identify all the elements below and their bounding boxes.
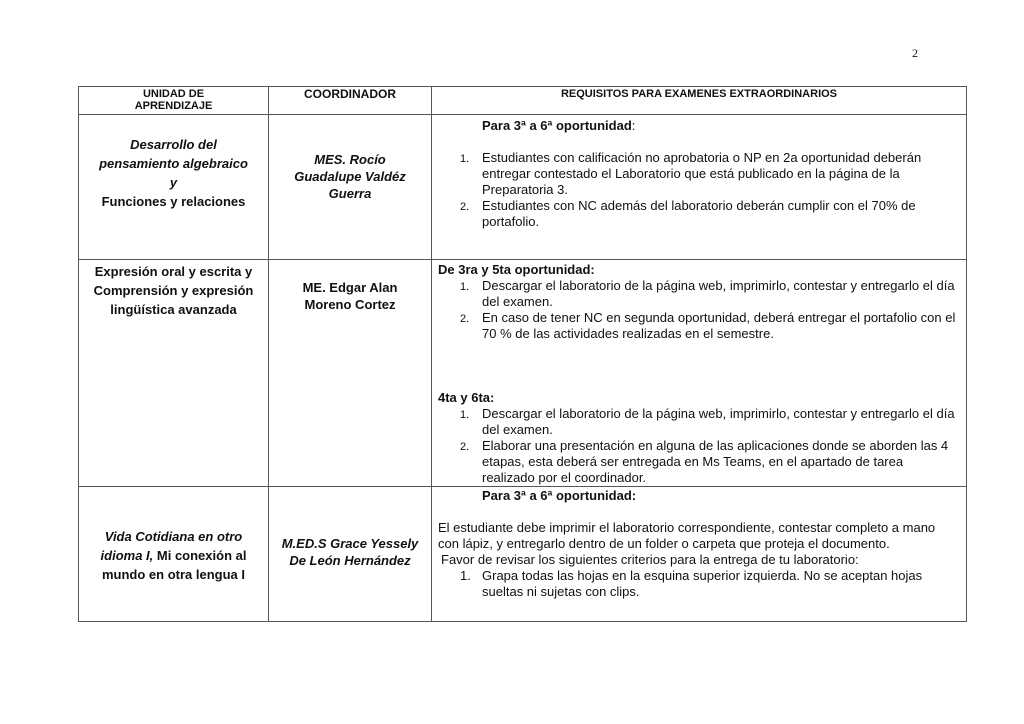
coordinator-name: MES. Rocío Guadalupe Valdéz Guerra	[294, 152, 406, 201]
table-header-row	[79, 87, 967, 115]
requirements-cell	[432, 487, 967, 622]
coordinator-name: M.ED.S Grace Yessely De León Hernández	[281, 536, 419, 568]
criteria-intro: Favor de revisar los siguientes criterios para la entrega de tu laboratorio:	[441, 552, 859, 567]
requirements-cell: Para 3ª a 6ª oportunidad: 1. Estudiantes con calificación no aprobatoria o NP en 2a oportunidad deberán entregar contestado el Laboratorio que está publicado en la página de la Preparatoria 3. 2. Estudiantes con NC además del laboratorio deberán cumplir con el 70% de portafolio.	[432, 115, 967, 260]
unit-cell	[79, 487, 269, 622]
unit-name: Expresión oral y escrita y Comprensión y expresión lingüística avanzada	[93, 264, 254, 317]
requirements-cell	[432, 260, 967, 487]
list-item: 1. Grapa todas las hojas en la esquina superior izquierda. No se aceptan hojas sueltas ni sujetas con clips.	[460, 568, 923, 599]
header-unidad: UNIDAD DE APRENDIZAJE	[79, 87, 269, 115]
list-item: 2. Estudiantes con NC además del laboratorio deberán cumplir con el 70% de portafolio.	[460, 198, 916, 229]
header-requisitos: REQUISITOS PARA EXAMENES EXTRAORDINARIOS	[432, 87, 967, 115]
list-item: 1. Descargar el laboratorio de la página web, imprimirlo, contestar y entregarlo el día del examen.	[460, 406, 955, 437]
list-item: 2. Elaborar una presentación en alguna de las aplicaciones donde se aborden las 4 etapas, esta deberá ser entregada en Ms Teams, en el apartado de tarea realizado por el coordinador.	[460, 438, 949, 485]
header-coordinador: COORDINADOR	[269, 87, 432, 115]
table-row	[79, 115, 967, 260]
coordinator-name: ME. Edgar Alan Moreno Cortez	[302, 280, 398, 312]
opportunity-heading: 4ta y 6ta:	[438, 390, 495, 405]
coordinator-cell	[269, 260, 432, 487]
instructions-paragraph: El estudiante debe imprimir el laboratorio correspondiente, contestar completo a mano con lápiz, y entregarlo dentro de un folder o carpeta que proteja el documento.	[438, 520, 936, 551]
table-row	[79, 487, 967, 622]
opportunity-heading: Para 3ª a 6ª oportunidad:	[482, 488, 637, 503]
requirements-table	[78, 86, 967, 622]
list-item: 2. En caso de tener NC en segunda oportunidad, deberá entregar el portafolio con el 70 % de las actividades realizadas en el semestre.	[460, 310, 956, 341]
coordinator-cell	[269, 487, 432, 622]
opportunity-heading: Para 3ª a 6ª oportunidad	[482, 118, 632, 133]
unit-cell	[79, 260, 269, 487]
list-item: 1. Estudiantes con calificación no aprobatoria o NP en 2a oportunidad deberán entregar contestado el Laboratorio que está publicado en la página de la Preparatoria 3.	[460, 150, 922, 197]
unit-name: Vida Cotidiana en otro idioma I, Mi conexión al mundo en otra lengua I	[100, 529, 247, 582]
table-row	[79, 260, 967, 487]
unit-name: Desarrollo del pensamiento algebraico y	[99, 137, 248, 190]
page-number: 2	[912, 46, 918, 60]
list-item: 1. Descargar el laboratorio de la página web, imprimirlo, contestar y entregarlo el día del examen.	[460, 278, 955, 309]
coordinator-cell	[269, 115, 432, 260]
unit-cell	[79, 115, 269, 260]
unit-name-b: Funciones y relaciones	[101, 194, 246, 209]
opportunity-heading: De 3ra y 5ta oportunidad:	[438, 262, 595, 277]
